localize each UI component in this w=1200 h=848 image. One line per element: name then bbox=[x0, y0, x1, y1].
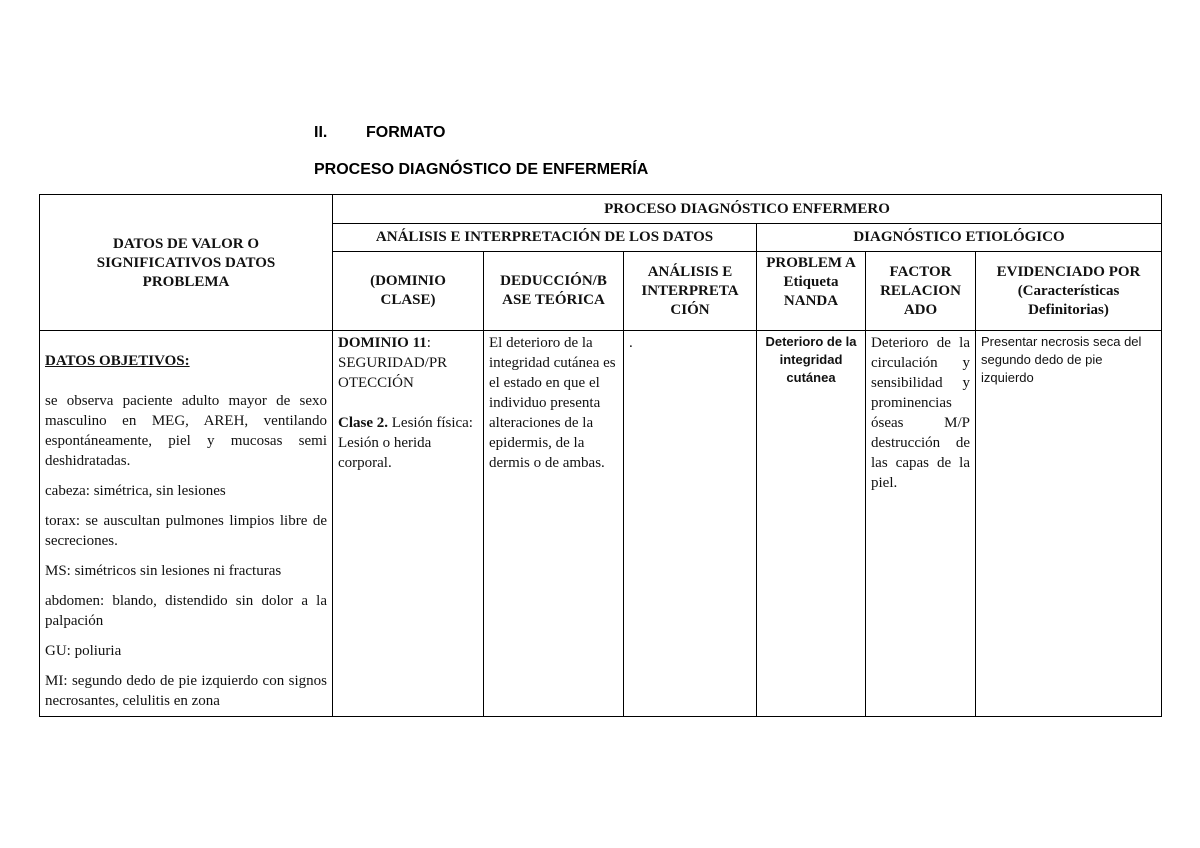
evidencia-cell bbox=[976, 331, 1162, 717]
factor-header-cell bbox=[866, 252, 976, 331]
dominio-name: SEGURIDAD/PR OTECCIÓN bbox=[338, 355, 448, 391]
group-left-cell bbox=[333, 224, 757, 252]
deduccion-text: El deterioro de la integridad cutánea es el estado en que el individuo presenta alteraciones de la epidermis, de la dermis o de ambas. bbox=[489, 335, 616, 471]
analisis-cell bbox=[624, 331, 757, 717]
clase-label: Clase 2. bbox=[338, 415, 388, 431]
group-right-header: DIAGNÓSTICO ETIOLÓGICO bbox=[853, 229, 1065, 245]
deduccion-cell bbox=[484, 331, 624, 717]
dominio-header: (DOMINIO CLASE) bbox=[370, 273, 446, 308]
dominio-header-cell bbox=[333, 252, 484, 331]
deduccion-header-cell bbox=[484, 252, 624, 331]
datos-objetivos-cell bbox=[40, 331, 333, 717]
nanda-header: Etiqueta NANDA bbox=[783, 274, 839, 309]
datos-item: torax: se auscultan pulmones limpios libre de secreciones. bbox=[45, 513, 327, 549]
factor-header: FACTOR RELACION ADO bbox=[880, 263, 961, 318]
datos-item: abdomen: blando, distendido sin dolor a la palpación bbox=[45, 593, 327, 629]
analisis-header: ANÁLISIS E INTERPRETA CIÓN bbox=[641, 263, 739, 318]
evidencia-text: Presentar necrosis seca del segundo dedo de pie izquierdo bbox=[981, 334, 1142, 385]
clase-name: Lesión física: bbox=[391, 415, 473, 431]
group-left-header: ANÁLISIS E INTERPRETACIÓN DE LOS DATOS bbox=[375, 229, 714, 245]
analisis-header-cell bbox=[624, 252, 757, 331]
problema-header-cell bbox=[757, 252, 866, 331]
clase-description: Lesión o herida corporal. bbox=[338, 435, 432, 471]
dominio-cell bbox=[333, 331, 484, 717]
main-header-cell bbox=[333, 195, 1162, 224]
problema-text: Deterioro de la integridad cutánea bbox=[765, 334, 857, 385]
datos-header: DATOS DE VALOR O SIGNIFICATIVOS DATOS PROBLEMA bbox=[96, 236, 276, 290]
section-heading bbox=[314, 124, 445, 142]
datos-item: se observa paciente adulto mayor de sexo masculino en MEG, AREH, ventilando espontáneamente, piel y mucosas semi deshidratadas. bbox=[45, 393, 327, 469]
analisis-text: . bbox=[629, 335, 633, 351]
section-number: II. bbox=[314, 124, 328, 141]
section-title: FORMATO bbox=[366, 124, 446, 141]
datos-objetivos-title: DATOS OBJETIVOS: bbox=[45, 353, 190, 369]
factor-cell bbox=[866, 331, 976, 717]
datos-item: cabeza: simétrica, sin lesiones bbox=[45, 483, 226, 499]
evidencia-header-cell bbox=[976, 252, 1162, 331]
evidencia-header: EVIDENCIADO POR bbox=[996, 263, 1141, 280]
datos-item: MS: simétricos sin lesiones ni fracturas bbox=[45, 563, 282, 579]
deduccion-header: DEDUCCIÓN/B ASE TEÓRICA bbox=[500, 273, 607, 308]
datos-item: MI: segundo dedo de pie izquierdo con signos necrosantes, celulitis en zona bbox=[45, 673, 327, 709]
document-subtitle: PROCESO DIAGNÓSTICO DE ENFERMERÍA bbox=[314, 161, 649, 178]
problema-header: PROBLEM A bbox=[766, 255, 856, 271]
group-right-cell bbox=[757, 224, 1162, 252]
diagnosis-table bbox=[39, 194, 1162, 717]
main-header: PROCESO DIAGNÓSTICO ENFERMERO bbox=[604, 200, 890, 217]
datos-item: GU: poliuria bbox=[45, 643, 122, 659]
factor-text: Deterioro de la circulación y sensibilidad y prominencias óseas M/P destrucción de las capas de la piel. bbox=[871, 335, 970, 491]
datos-header-cell bbox=[40, 195, 333, 331]
dominio-colon: : bbox=[426, 335, 431, 351]
evidencia-subheader: (Características Definitorias) bbox=[1017, 282, 1120, 318]
dominio-label: DOMINIO 11 bbox=[338, 335, 427, 351]
problema-cell bbox=[757, 331, 866, 717]
